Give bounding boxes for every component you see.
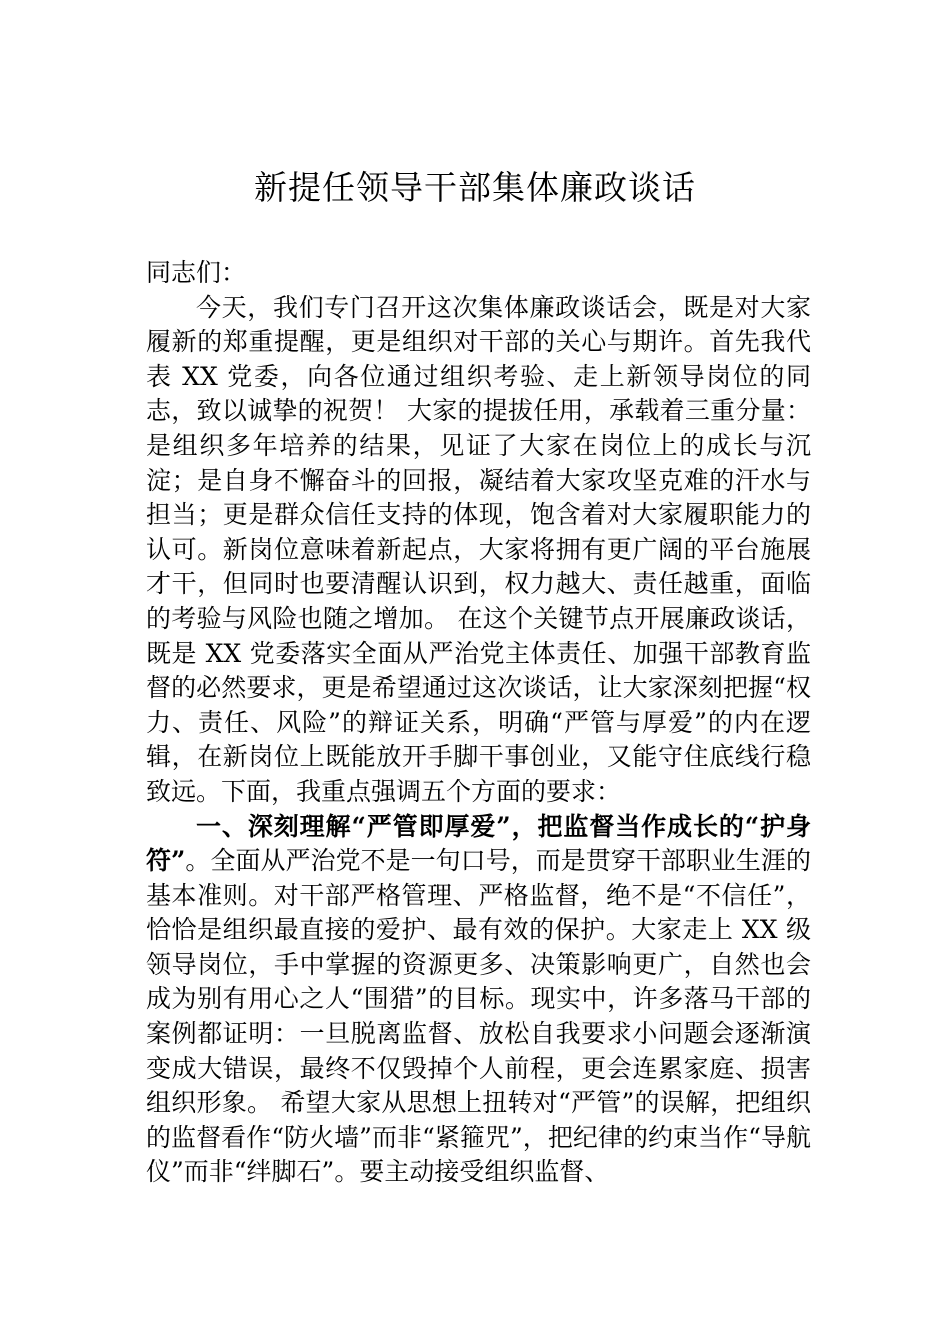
document-body — [146, 256, 811, 1190]
section-1-text: 。全面从严治党不是一句口号，而是贯穿干部职业生涯的基本准则。对干部严格管理、严格监督，绝不是“不信任”，恰恰是组织最直接的爱护、最有效的保护。大家走上 XX 级领导岗位，手中掌握的资源更多、决策影响更广，自然也会成为别有用心之人“围猎”的目标。现实中，许多落马干部的案例都证明：一旦脱离监督、放松自我要求小问题会逐渐演变成大错误，最终不仅毁掉个人前程，更会连累家庭、损害组织形象。 希望大家从思想上扭转对“严管”的误解，把组织的监督看作“防火墙”而非“紧箍咒”，把纪律的约束当作“导航仪”而非“绊脚石”。要主动接受组织监督、 — [146, 846, 811, 1187]
document-title: 新提任领导干部集体廉政谈话 — [254, 168, 696, 207]
section-1-heading: 一、深刻理解“严管即厚爱”，把监督当作成长的“护身符” — [146, 811, 811, 876]
section-1-paragraph — [146, 810, 811, 1191]
intro-paragraph: 今天，我们专门召开这次集体廉政谈话会，既是对大家履新的郑重提醒，更是组织对干部的关心与期许。首先我代表 XX 党委，向各位通过组织考验、走上新领导岗位的同志，致以诚挚的祝贺！ 大家的提拔任用，承载着三重分量：是组织多年培养的结果，见证了大家在岗位上的成长与沉淀；是自身不懈奋斗的回报，凝结着大家攻坚克难的汗水与担当；更是群众信任支持的体现，饱含着对大家履职能力的认可。新岗位意味着新起点，大家将拥有更广阔的平台施展才干，但同时也要清醒认识到，权力越大、责任越重，面临的考验与风险也随之增加。 在这个关键节点开展廉政谈话，既是 XX 党委落实全面从严治党主体责任、加强干部教育监督的必然要求，更是希望通过这次谈话，让大家深刻把握“权力、责任、风险”的辩证关系，明确“严管与厚爱”的内在逻辑，在新岗位上既能放开手脚干事创业，又能守住底线行稳致远。下面，我重点强调五个方面的要求： — [146, 292, 811, 806]
salutation: 同志们： — [146, 258, 247, 287]
